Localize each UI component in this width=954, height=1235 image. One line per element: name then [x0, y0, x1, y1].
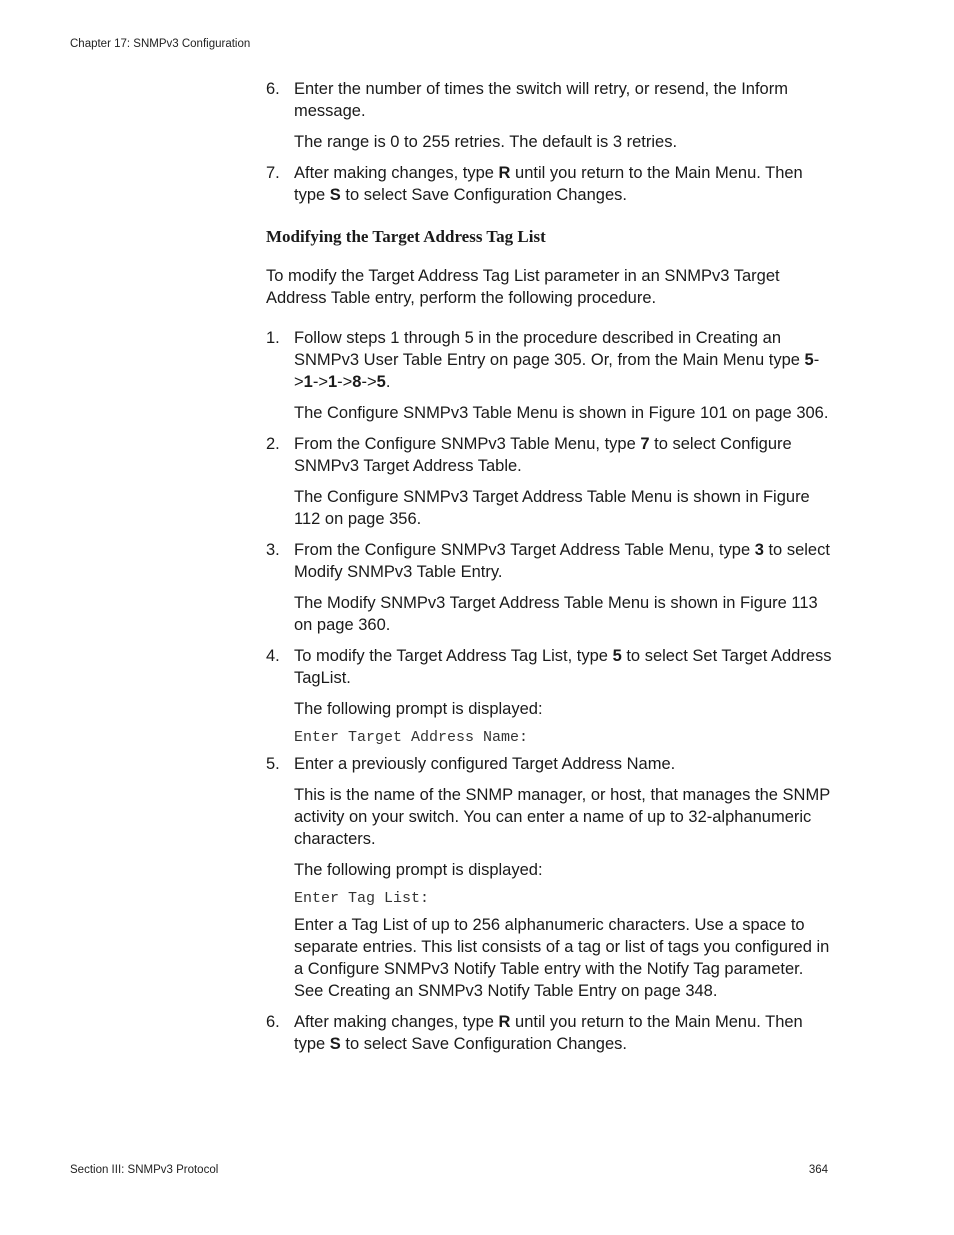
step-number: 7. [266, 164, 280, 182]
key-s: S [329, 1035, 341, 1053]
step-note: The Modify SNMPv3 Target Address Table Menu is shown in Figure 113 on page 360. [294, 594, 818, 634]
step-note: Enter a Tag List of up to 256 alphanumeric characters. Use a space to separate entries. This list consists of a tag or list of tags you configured in a Configure SNMPv3 Notify Table entry with the Notify Tag parameter. See Creating an SNMPv3 Notify Table Entry on page 348. [294, 916, 830, 1000]
step-5 [266, 753, 832, 775]
command-prompt: Enter Tag List: [294, 890, 430, 907]
step-note: The Configure SNMPv3 Target Address Table Menu is shown in Figure 112 on page 356. [294, 488, 810, 528]
step-text: After making changes, type R until you return to the Main Menu. Then type S to select Save Configuration Changes. [294, 164, 803, 204]
page-content [266, 78, 832, 1064]
step-4 [266, 645, 832, 689]
step-note: This is the name of the SNMP manager, or host, that manages the SNMP activity on your switch. You can enter a name of up to 32-alphanumeric characters. [294, 786, 830, 848]
step-text: Enter a previously configured Target Address Name. [294, 755, 676, 773]
step-7-save [266, 162, 832, 206]
step-text: Follow steps 1 through 5 in the procedure described in Creating an SNMPv3 User Table Entry on page 305. Or, from the Main Menu type 5->1->1->8->5. [294, 329, 820, 391]
step-6-retry [266, 78, 832, 122]
section-heading: Modifying the Target Address Tag List [266, 227, 546, 246]
step-number: 6. [266, 1013, 280, 1031]
step-number: 2. [266, 435, 280, 453]
step-note: The range is 0 to 255 retries. The default is 3 retries. [294, 133, 678, 151]
step-6-save [266, 1011, 832, 1055]
step-text: Enter the number of times the switch will retry, or resend, the Inform message. [294, 80, 788, 120]
key-r: R [498, 164, 511, 182]
step-3 [266, 539, 832, 583]
step-note: The following prompt is displayed: [294, 700, 543, 718]
step-text: After making changes, type R until you return to the Main Menu. Then type S to select Save Configuration Changes. [294, 1013, 803, 1053]
step-number: 5. [266, 755, 280, 773]
step-note: The Configure SNMPv3 Table Menu is shown in Figure 101 on page 306. [294, 404, 829, 422]
step-number: 4. [266, 647, 280, 665]
step-text: From the Configure SNMPv3 Table Menu, type 7 to select Configure SNMPv3 Target Address Table. [294, 435, 792, 475]
running-header: Chapter 17: SNMPv3 Configuration [70, 38, 251, 50]
intro-paragraph: To modify the Target Address Tag List parameter in an SNMPv3 Target Address Table entry, perform the following procedure. [266, 267, 780, 307]
step-1 [266, 327, 832, 393]
command-prompt: Enter Target Address Name: [294, 729, 529, 746]
step-note: The following prompt is displayed: [294, 861, 543, 879]
step-number: 6. [266, 80, 280, 98]
key-s: S [329, 186, 341, 204]
footer-page-number: 364 [808, 1164, 828, 1176]
step-text: From the Configure SNMPv3 Target Address Table Menu, type 3 to select Modify SNMPv3 Table Entry. [294, 541, 830, 581]
key-r: R [498, 1013, 511, 1031]
footer-section: Section III: SNMPv3 Protocol [70, 1164, 219, 1176]
step-number: 1. [266, 329, 280, 347]
step-2 [266, 433, 832, 477]
step-number: 3. [266, 541, 280, 559]
step-text: To modify the Target Address Tag List, type 5 to select Set Target Address TagList. [294, 647, 832, 687]
